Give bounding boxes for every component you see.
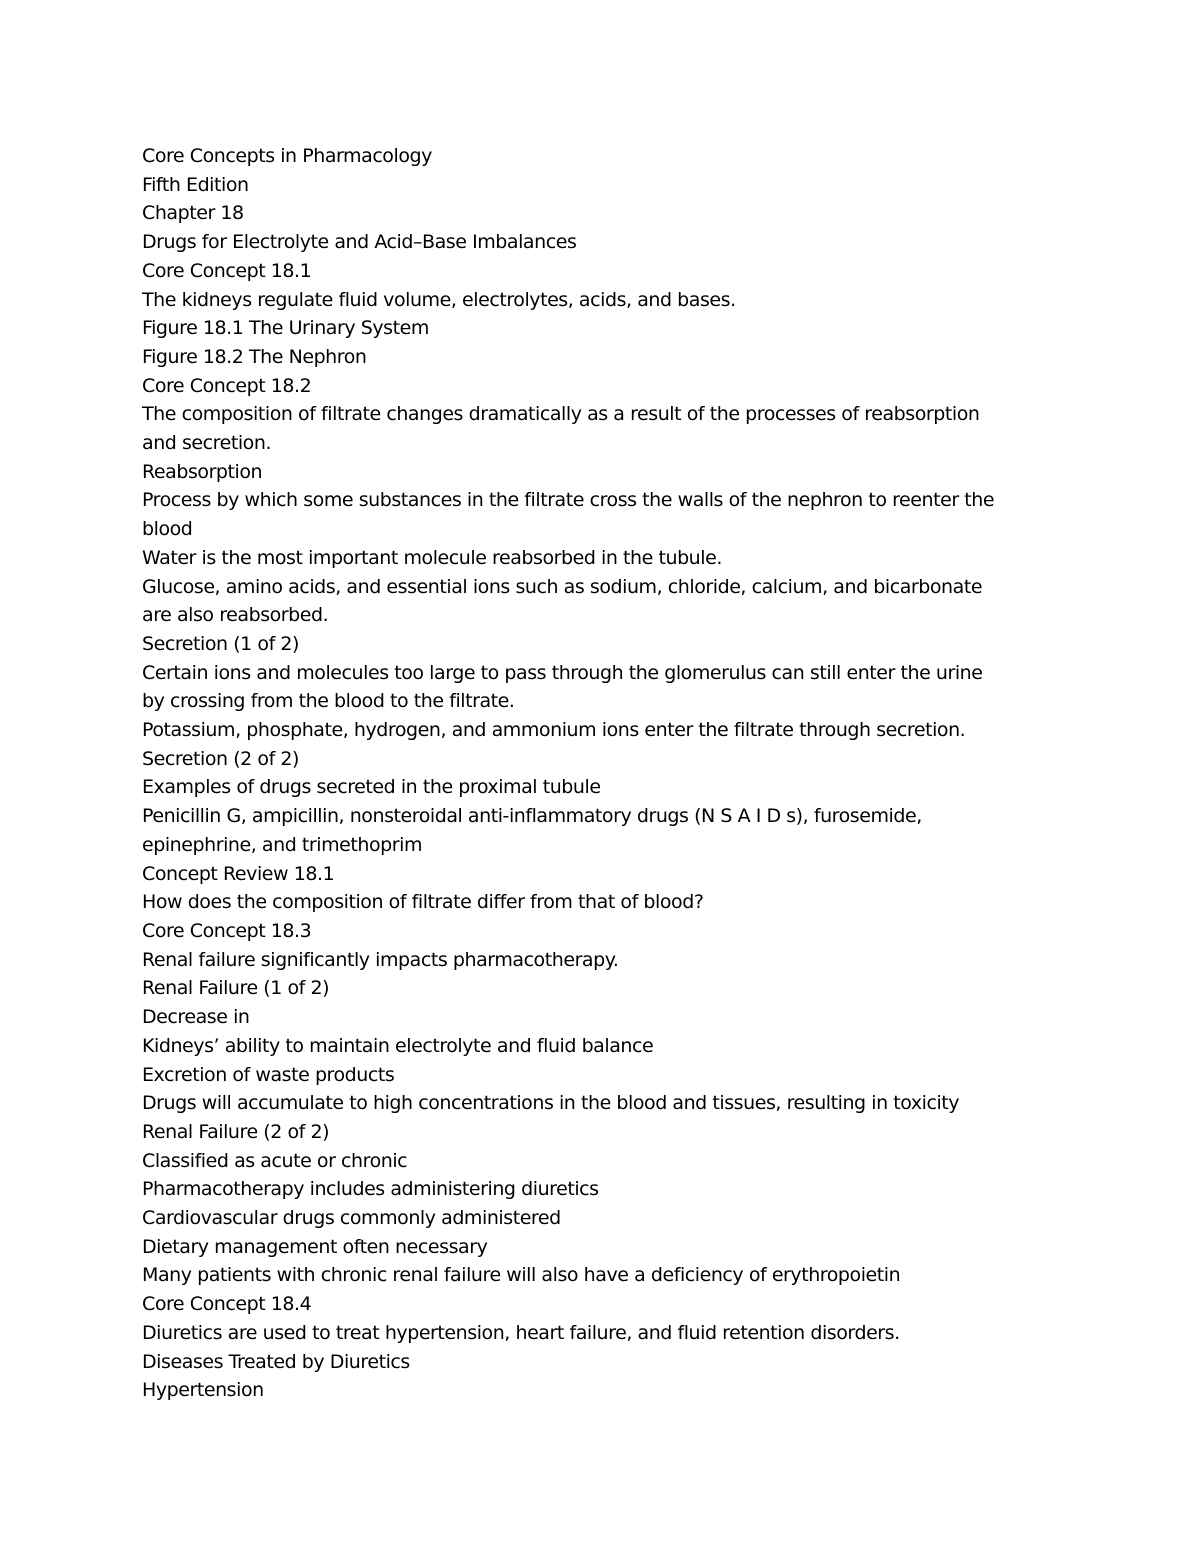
- text-line: How does the composition of filtrate differ from that of blood?: [142, 891, 704, 914]
- text-line: Cardiovascular drugs commonly administered: [142, 1207, 561, 1230]
- text-line: Reabsorption: [142, 460, 263, 483]
- text-line: Process by which some substances in the filtrate cross the walls of the nephron to reenter the: [142, 489, 995, 512]
- chapter-number: Chapter 18: [142, 202, 244, 225]
- text-line: Renal Failure (2 of 2): [142, 1120, 330, 1143]
- text-line: by crossing from the blood to the filtrate.: [142, 690, 515, 713]
- text-line: blood: [142, 518, 193, 541]
- text-line: The composition of filtrate changes dramatically as a result of the processes of reabsorption: [142, 403, 980, 426]
- doc-title: Core Concepts in Pharmacology: [142, 145, 432, 167]
- text-line: Decrease in: [142, 1006, 250, 1029]
- text-line: Secretion (2 of 2): [142, 747, 300, 770]
- text-line: Excretion of waste products: [142, 1063, 395, 1086]
- text-line: Diuretics are used to treat hypertension, heart failure, and fluid retention disorders.: [142, 1321, 900, 1344]
- text-line: Kidneys’ ability to maintain electrolyte and fluid balance: [142, 1034, 654, 1057]
- text-line: Concept Review 18.1: [142, 862, 335, 885]
- text-line: Certain ions and molecules too large to pass through the glomerulus can still enter the urine: [142, 661, 983, 684]
- text-line: Diseases Treated by Diuretics: [142, 1350, 410, 1373]
- text-line: Core Concept 18.2: [142, 374, 312, 397]
- text-line: Core Concept 18.4: [142, 1293, 312, 1316]
- text-line: Secretion (1 of 2): [142, 632, 300, 655]
- text-line: The kidneys regulate fluid volume, electrolytes, acids, and bases.: [142, 288, 736, 311]
- text-line: Water is the most important molecule reabsorbed in the tubule.: [142, 546, 722, 569]
- text-line: Core Concept 18.1: [142, 259, 312, 282]
- text-line: and secretion.: [142, 432, 272, 455]
- text-line: Pharmacotherapy includes administering diuretics: [142, 1178, 599, 1201]
- text-line: Renal failure significantly impacts pharmacotherapy.: [142, 948, 619, 971]
- text-line: Examples of drugs secreted in the proximal tubule: [142, 776, 601, 799]
- text-line: epinephrine, and trimethoprim: [142, 833, 423, 856]
- text-line: Hypertension: [142, 1379, 264, 1402]
- text-line: Penicillin G, ampicillin, nonsteroidal anti-inflammatory drugs (N S A I D s), furosemide,: [142, 805, 922, 828]
- text-line: Figure 18.1 The Urinary System: [142, 317, 429, 340]
- text-line: Potassium, phosphate, hydrogen, and ammonium ions enter the filtrate through secretion.: [142, 719, 966, 742]
- text-line: Dietary management often necessary: [142, 1235, 488, 1258]
- text-line: Core Concept 18.3: [142, 919, 312, 942]
- text-line: Drugs will accumulate to high concentrations in the blood and tissues, resulting in toxicity: [142, 1092, 960, 1115]
- chapter-title: Drugs for Electrolyte and Acid–Base Imbalances: [142, 231, 577, 254]
- text-line: Renal Failure (1 of 2): [142, 977, 330, 1000]
- text-line: Figure 18.2 The Nephron: [142, 345, 367, 368]
- text-line: Many patients with chronic renal failure will also have a deficiency of erythropoietin: [142, 1264, 901, 1287]
- doc-edition: Fifth Edition: [142, 173, 249, 196]
- text-line: Glucose, amino acids, and essential ions such as sodium, chloride, calcium, and bicarbonate: [142, 575, 983, 598]
- text-line: Classified as acute or chronic: [142, 1149, 408, 1172]
- document-text-body: [142, 142, 1062, 1405]
- text-line: are also reabsorbed.: [142, 604, 329, 627]
